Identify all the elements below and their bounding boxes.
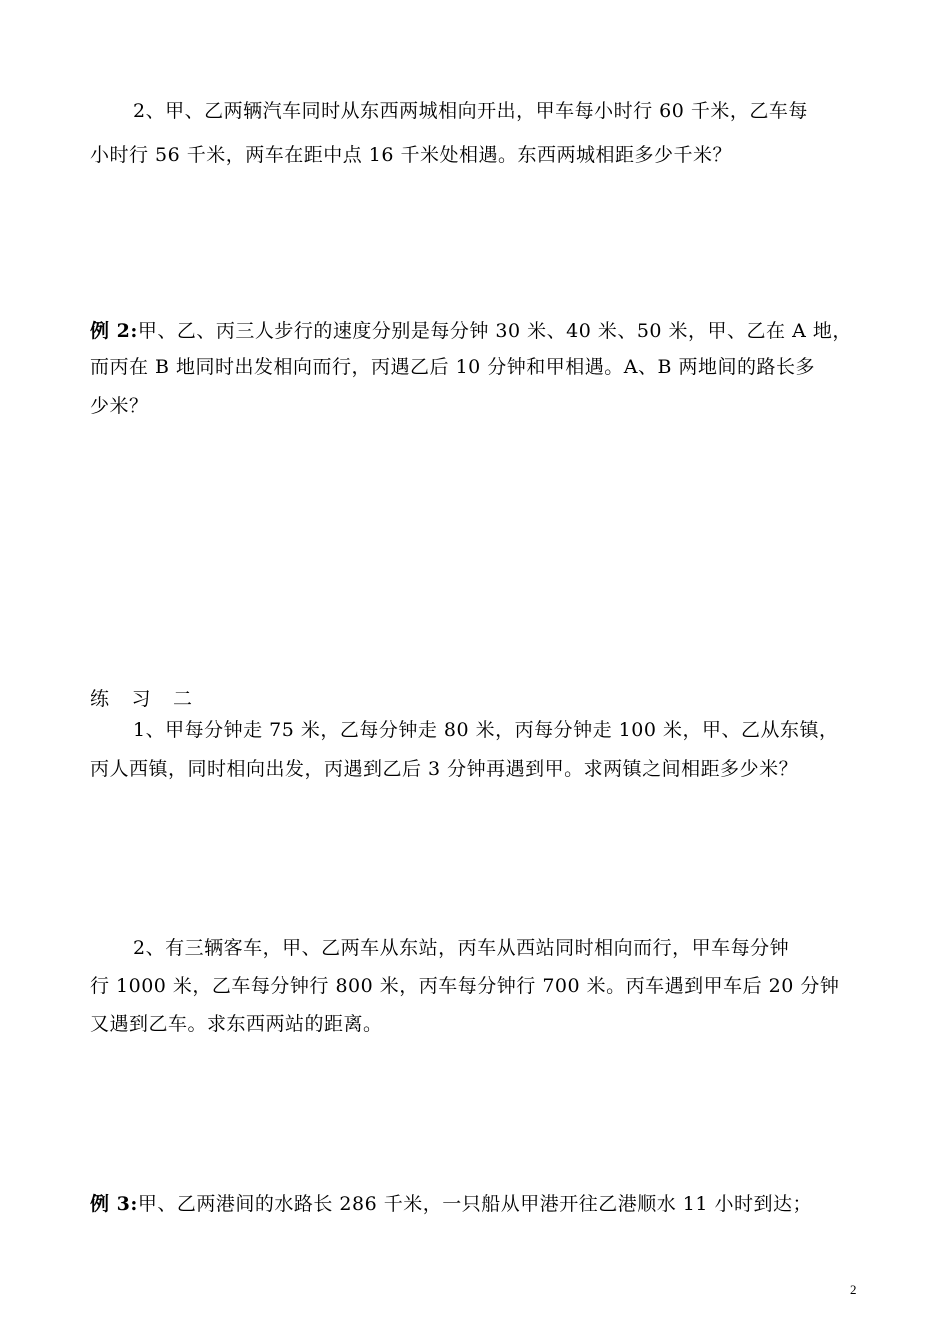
practice-2-title — [90, 686, 870, 712]
practice-2-q2-line-1: 2、有三辆客车，甲、乙两车从东站，丙车从西站同时相向而行，甲车每分钟 — [133, 937, 790, 959]
practice-title-char-3: 二 — [173, 688, 193, 710]
example-3-label: 例 3: — [90, 1193, 138, 1215]
example-2-text-1: 甲、乙、丙三人步行的速度分别是每分钟 30 米、40 米、50 米，甲、乙在 A 地， — [137, 320, 852, 342]
practice-title-char-1: 练 — [90, 688, 110, 710]
practice-2-q2-line-3: 又遇到乙车。求东西两站的距离。 — [90, 1013, 383, 1035]
page-number: 2 — [850, 1282, 857, 1297]
practice-title-char-2: 习 — [131, 688, 152, 710]
practice-2-q1-line-2: 丙人西镇，同时相向出发，丙遇到乙后 3 分钟再遇到甲。求两镇之间相距多少米？ — [90, 758, 799, 780]
problem-2-line-2: 小时行 56 千米，两车在距中点 16 千米处相遇。东西两城相距多少千米？ — [90, 144, 733, 166]
example-2-line-3: 少米？ — [90, 395, 149, 417]
practice-2-q2-line-2: 行 1000 米，乙车每分钟行 800 米，丙车每分钟行 700 米。丙车遇到甲车后 20 分钟 — [90, 975, 840, 997]
example-3-text-1: 甲、乙两港间的水路长 286 千米，一只船从甲港开往乙港顺水 11 小时到达； — [137, 1193, 812, 1215]
example-3-line-1 — [90, 1191, 870, 1217]
example-2-label: 例 2: — [90, 320, 138, 342]
example-2-line-1 — [90, 318, 870, 344]
practice-2-q1-line-1: 1、甲每分钟走 75 米，乙每分钟走 80 米，丙每分钟走 100 米，甲、乙从东镇， — [133, 719, 839, 741]
problem-2-line-1: 2、甲、乙两辆汽车同时从东西两城相向开出，甲车每小时行 60 千米，乙车每 — [133, 100, 808, 122]
example-2-line-2: 而丙在 B 地同时出发相向而行，丙遇乙后 10 分钟和甲相遇。A、B 两地间的路长多 — [90, 356, 816, 378]
